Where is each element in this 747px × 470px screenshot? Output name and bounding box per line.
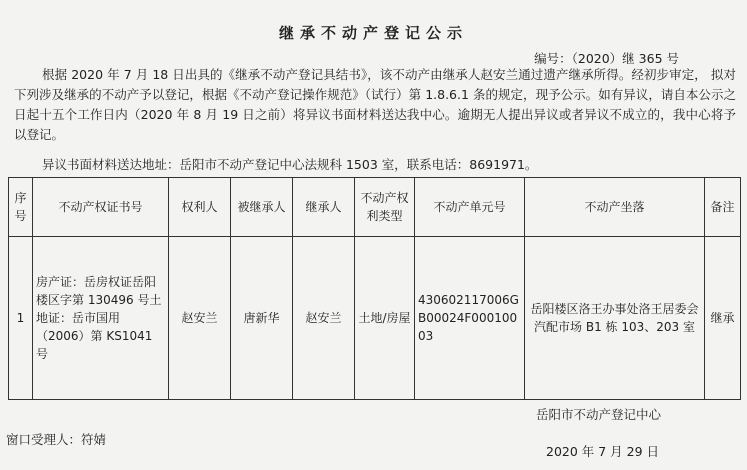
window-clerk: 窗口受理人：符婧 — [6, 432, 107, 447]
cell-heir: 赵安兰 — [293, 237, 355, 400]
property-table — [8, 177, 741, 400]
table-header-row — [9, 178, 741, 237]
header-location: 不动产坐落 — [525, 178, 705, 237]
header-seq: 序号 — [9, 178, 33, 237]
header-remark: 备注 — [705, 178, 741, 237]
cell-right-type: 土地/房屋 — [355, 237, 415, 400]
cell-remark: 继承 — [705, 237, 741, 400]
cell-owner: 赵安兰 — [169, 237, 231, 400]
cell-seq: 1 — [9, 237, 33, 400]
notice-title: 继承不动产登记公示 — [278, 24, 468, 42]
objection-address: 异议书面材料送达地址：岳阳市不动产登记中心法规科 1503 室，联系电话：8691971。 — [42, 157, 538, 172]
notice-body: 根据 2020 年 7 月 18 日出具的《继承不动产登记具结书》，该不动产由继承人赵安兰通过遗产继承所得。经初步审定， 拟对下列涉及继承的不动产予以登记，根据《不动产登记操作规范》（试行）第 1.8.6.1 条的规定，现予公示。如有异议，请自本公示之日起十五个工作日内（2020 年 8 月 19 日之前）将异议书面材料送达我中心。逾期无人提出异议或者异议不成立的，我中心将予以登记。 — [14, 67, 736, 142]
document-number: 编号：（2020）继 365 号 — [534, 51, 679, 66]
cell-decedent: 唐新华 — [231, 237, 293, 400]
notice-date: 2020 年 7 月 29 日 — [546, 444, 660, 459]
header-heir: 继承人 — [293, 178, 355, 237]
header-right-type: 不动产权利类型 — [355, 178, 415, 237]
cell-cert: 房产证：岳房权证岳阳楼区字第 130496 号土地证：岳市国用（2006）第 KS1041 号 — [33, 237, 169, 400]
header-decedent: 被继承人 — [231, 178, 293, 237]
header-owner: 权利人 — [169, 178, 231, 237]
table-row — [9, 237, 741, 400]
cell-location: 岳阳楼区洛王办事处洛王居委会汽配市场 B1 栋 103、203 室 — [525, 237, 705, 400]
issuing-organization: 岳阳市不动产登记中心 — [536, 407, 662, 422]
header-cert: 不动产权证书号 — [33, 178, 169, 237]
cell-unit-no: 430602117006GB00024F00010003 — [415, 237, 525, 400]
header-unit-no: 不动产单元号 — [415, 178, 525, 237]
